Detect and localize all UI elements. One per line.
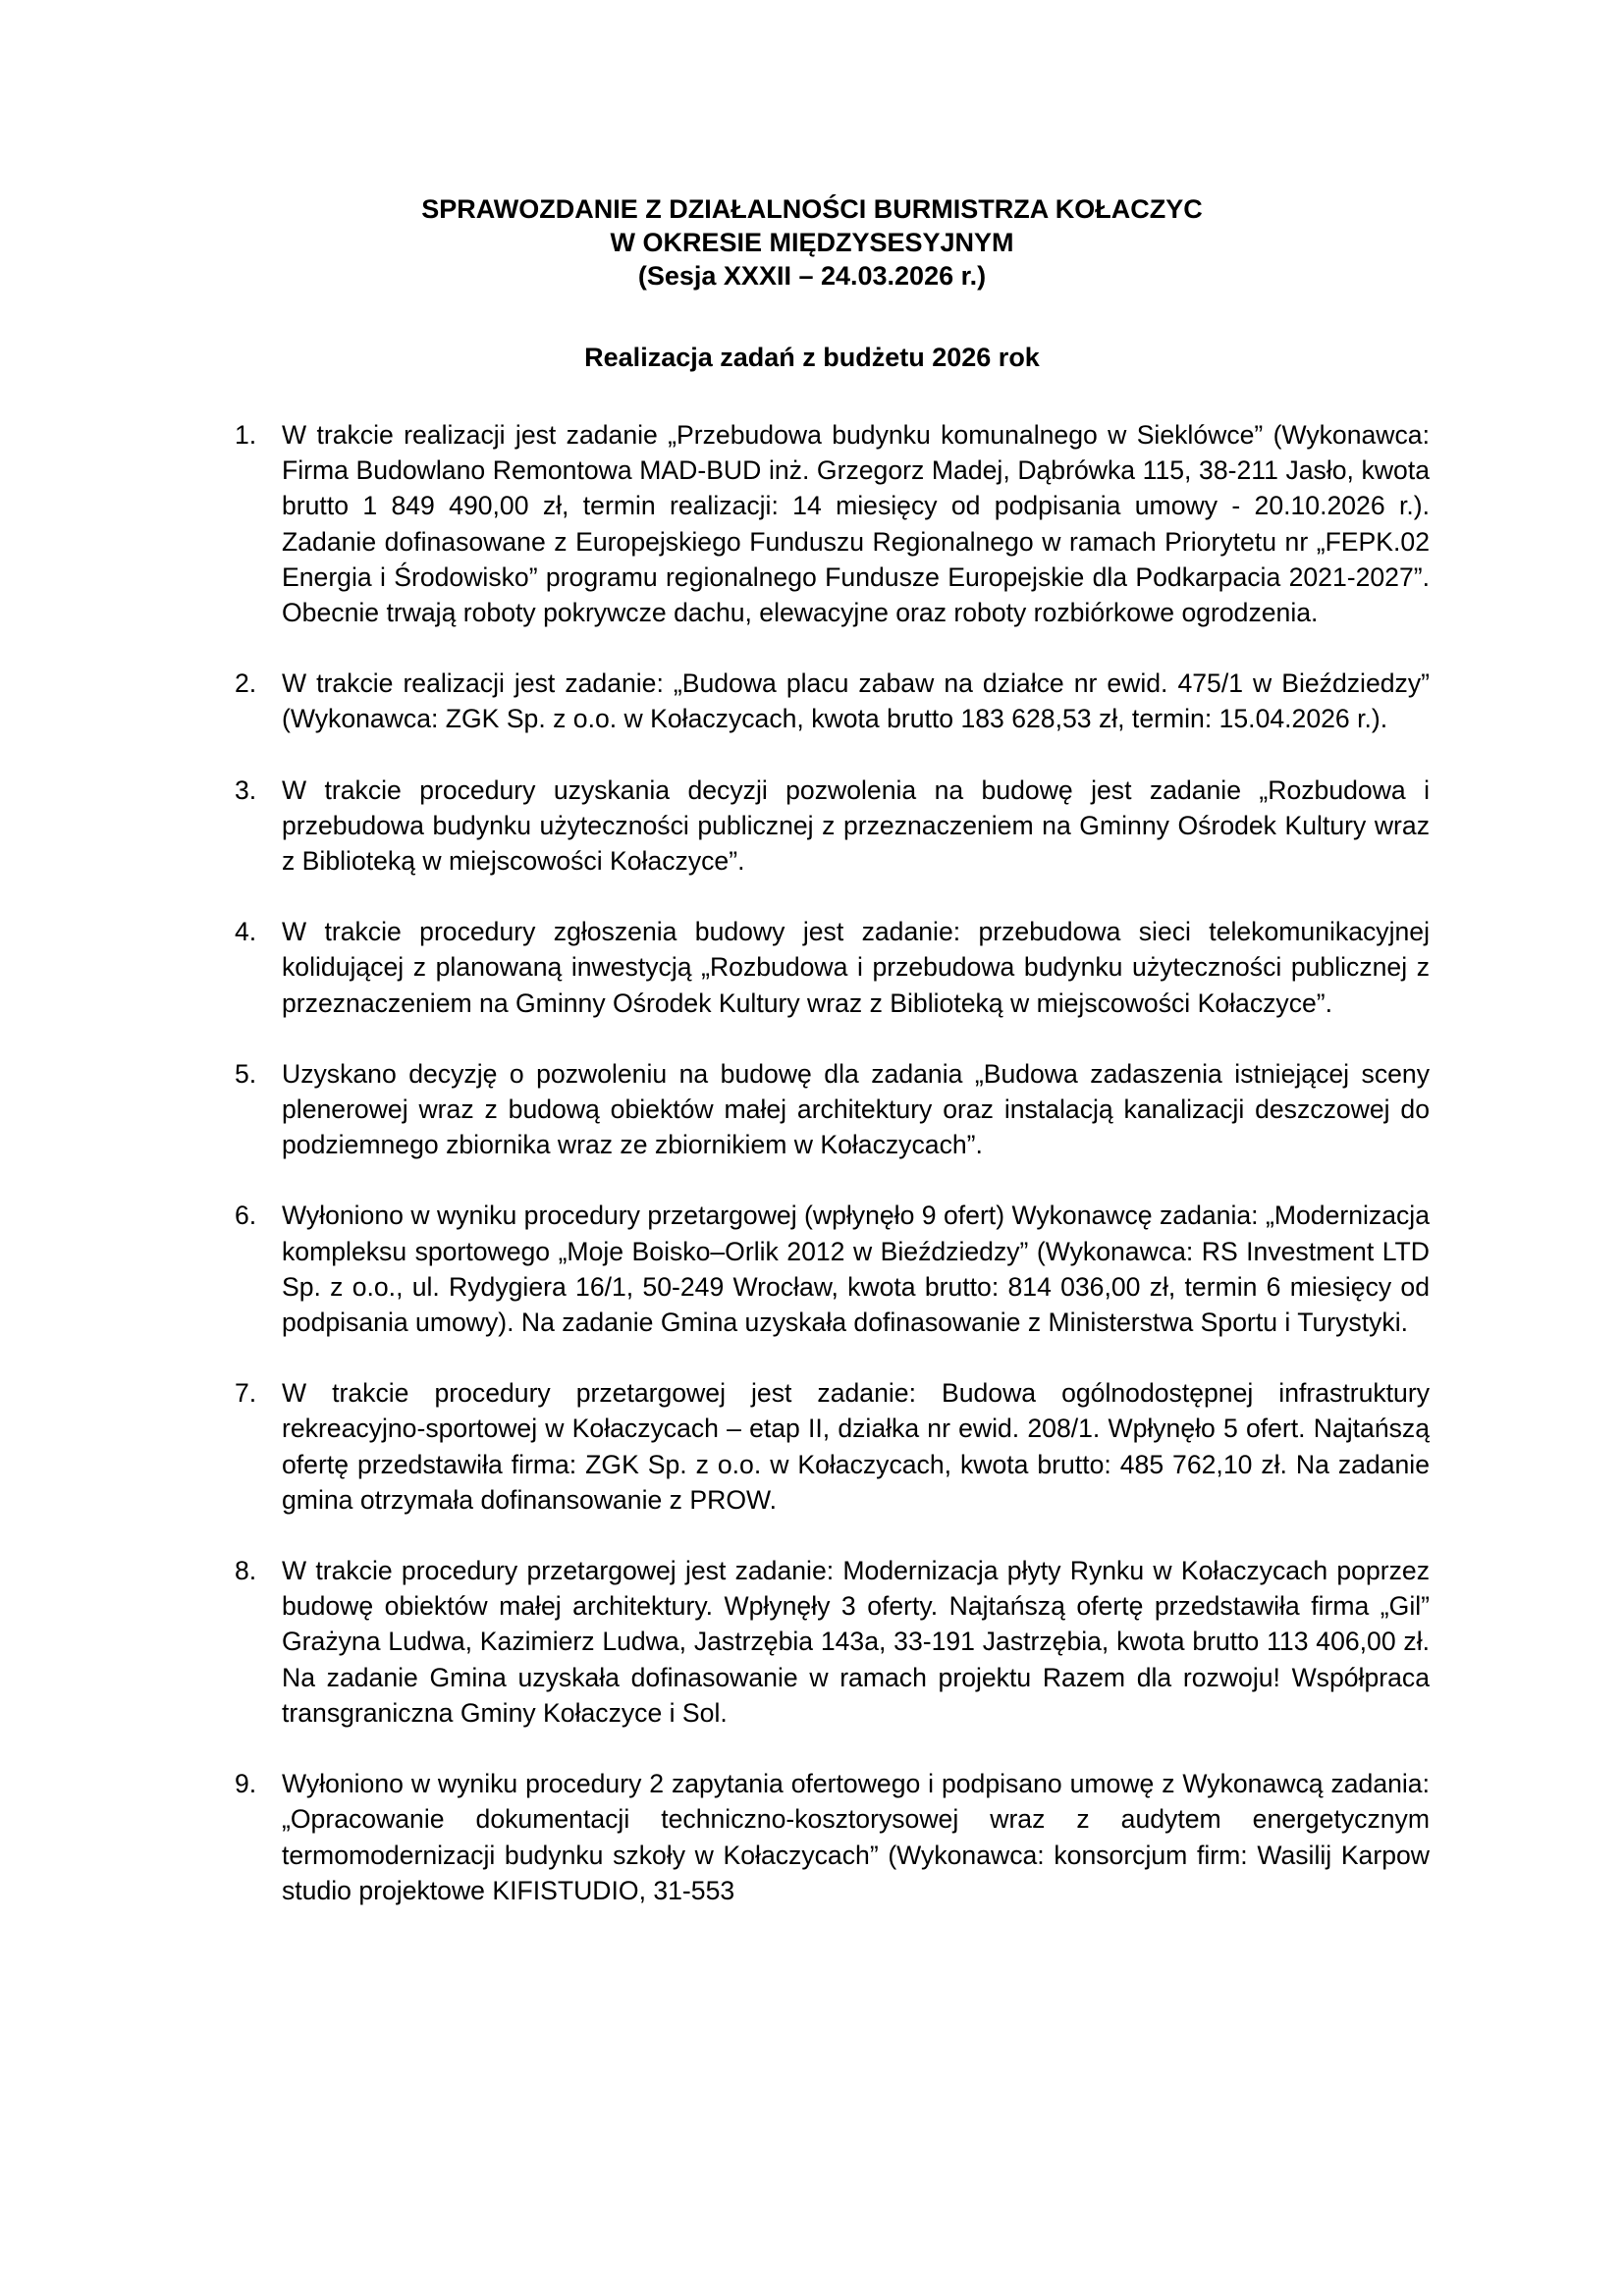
task-list bbox=[235, 417, 1430, 1944]
list-item bbox=[235, 666, 1430, 736]
list-item bbox=[235, 1766, 1430, 1908]
list-item bbox=[235, 914, 1430, 1021]
list-item bbox=[235, 1375, 1430, 1518]
list-item bbox=[235, 417, 1430, 630]
list-item bbox=[235, 773, 1430, 880]
list-item-number: 1. bbox=[235, 420, 257, 450]
list-item bbox=[235, 1553, 1430, 1731]
list-item-text: W trakcie procedury przetargowej jest zadanie: Modernizacja płyty Rynku w Kołaczycach poprzez budowę obiektów małej architektury. Wpłynęły 3 oferty. Najtańszą ofertę przedstawiła firma „Gil” Grażyna Ludwa, Kazimierz Ludwa, Jastrzębia 143a, 33-191 Jastrzębia, kwota brutto 113 406,00 zł. Na zadanie Gmina uzyskała dofinasowanie w ramach projektu Razem dla rozwoju! Współpraca transgraniczna Gminy Kołaczyce i Sol. bbox=[282, 1556, 1430, 1728]
list-item-number: 9. bbox=[235, 1769, 257, 1799]
list-item-number: 7. bbox=[235, 1378, 257, 1409]
title-line-3-session: (Sesja XXXII – 24.03.2026 r.) bbox=[637, 261, 987, 291]
list-item-text: Wyłoniono w wyniku procedury przetargowej (wpłynęło 9 ofert) Wykonawcę zadania: „Modernizacja kompleksu sportowego „Moje Boisko–Orlik 2012 w Bieździedzy” (Wykonawca: RS Investment LTD Sp. z o.o., ul. Rydygiera 16/1, 50-249 Wrocław, kwota brutto: 814 036,00 zł, termin 6 miesięcy od podpisania umowy). Na zadanie Gmina uzyskała dofinasowanie z Ministerstwa Sportu i Turystyki. bbox=[282, 1201, 1430, 1338]
list-item-number: 3. bbox=[235, 774, 257, 805]
list-item-text: W trakcie procedury zgłoszenia budowy jest zadanie: przebudowa sieci telekomunikacyjnej kolidującej z planowaną inwestycją „Rozbudowa i przebudowa budynku użyteczności publicznej z przeznaczeniem na Gminny Ośrodek Kultury wraz z Biblioteką w miejscowości Kołaczyce”. bbox=[282, 917, 1430, 1018]
list-item bbox=[235, 1056, 1430, 1163]
title-line-2: W OKRESIE MIĘDZYSESYJNYM bbox=[610, 228, 1014, 257]
section-heading: Realizacja zadań z budżetu 2026 rok bbox=[584, 343, 1040, 372]
list-item-number: 6. bbox=[235, 1201, 257, 1231]
list-item-text: Uzyskano decyzję o pozwoleniu na budowę dla zadania „Budowa zadaszenia istniejącej sceny plenerowej wraz z budową obiektów małej architektury oraz instalacją kanalizacji deszczowej do podziemnego zbiornika wraz ze zbiornikiem w Kołaczycach”. bbox=[282, 1058, 1430, 1160]
list-item-text: W trakcie realizacji jest zadanie „Przebudowa budynku komunalnego w Sieklówce” (Wykonawca: Firma Budowlano Remontowa MAD-BUD inż. Grzegorz Madej, Dąbrówka 115, 38-211 Jasło, kwota brutto 1 849 490,00 zł, termin realizacji: 14 miesięcy od podpisania umowy - 20.10.2026 r.). Zadanie dofinasowane z Europejskiego Funduszu Regionalnego w ramach Priorytetu nr „FEPK.02 Energia i Środowisko” programu regionalnego Fundusze Europejskie dla Podkarpacia 2021-2027”. Obecnie trwają roboty pokrywcze dachu, elewacyjne oraz roboty rozbiórkowe ogrodzenia. bbox=[282, 420, 1430, 628]
list-item-number: 5. bbox=[235, 1058, 257, 1089]
list-item-text: Wyłoniono w wyniku procedury 2 zapytania ofertowego i podpisano umowę z Wykonawcą zadania: „Opracowanie dokumentacji techniczno-kosztorysowej wraz z audytem energetycznym termomodernizacji budynku szkoły w Kołaczycach” (Wykonawca: konsorcjum firm: Wasilij Karpow studio projektowe KIFISTUDIO, 31-553 bbox=[282, 1769, 1430, 1905]
document-title bbox=[0, 192, 1624, 293]
list-item-text: W trakcie realizacji jest zadanie: „Budowa placu zabaw na działce nr ewid. 475/1 w Bieździedzy” (Wykonawca: ZGK Sp. z o.o. w Kołaczycach, kwota brutto 183 628,53 zł, termin: 15.04.2026 r.). bbox=[282, 668, 1430, 734]
list-item bbox=[235, 1198, 1430, 1340]
list-item-number: 2. bbox=[235, 668, 257, 699]
list-item-text: W trakcie procedury uzyskania decyzji pozwolenia na budowę jest zadanie „Rozbudowa i przebudowa budynku użyteczności publicznej z przeznaczeniem na Gminny Ośrodek Kultury wraz z Biblioteką w miejscowości Kołaczyce”. bbox=[282, 774, 1430, 877]
list-item-number: 4. bbox=[235, 917, 257, 947]
list-item-number: 8. bbox=[235, 1556, 257, 1586]
list-item-text: W trakcie procedury przetargowej jest zadanie: Budowa ogólnodostępnej infrastruktury rekreacyjno-sportowej w Kołaczycach – etap II, działka nr ewid. 208/1. Wpłynęło 5 ofert. Najtańszą ofertę przedstawiła firma: ZGK Sp. z o.o. w Kołaczycach, kwota brutto: 485 762,10 zł. Na zadanie gmina otrzymała dofinansowanie z PROW. bbox=[282, 1378, 1430, 1515]
title-line-1: SPRAWOZDANIE Z DZIAŁALNOŚCI BURMISTRZA KOŁACZYC bbox=[421, 194, 1203, 224]
